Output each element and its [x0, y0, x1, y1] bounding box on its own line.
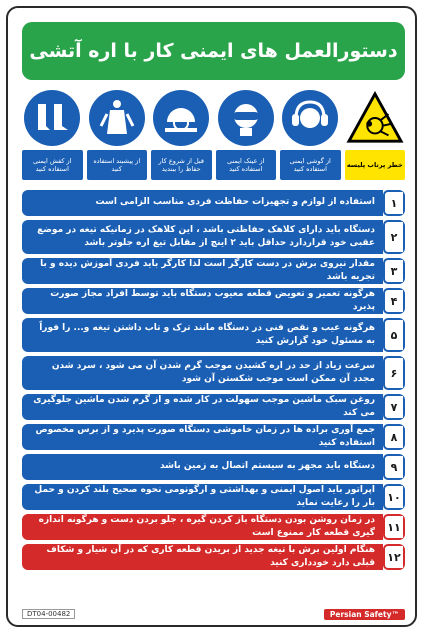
- rule-row: [22, 190, 405, 216]
- rule-text: جمع آوری براده ها در زمان خاموشی دستگاه صورت پذیرد و از برس مخصوص استفاده کنید: [22, 424, 383, 450]
- ppe-icon-strip: [22, 88, 405, 182]
- safety-goggles-icon: [218, 90, 274, 146]
- rule-row: [22, 544, 405, 570]
- rule-number: ۱۲: [383, 544, 405, 570]
- rule-number: ۴: [383, 288, 405, 314]
- rule-row: [22, 258, 405, 284]
- rule-text: هنگام اولین برش با تیغه جدید از بریدن قطعه کاری که در آن شیار و شکاف قبلی دارد خودداری کنید: [22, 544, 383, 570]
- safety-boots-icon: [24, 90, 80, 146]
- rule-text: هرگونه عیب و نقص فنی در دستگاه مانند ترک و تاب داشتن تیغه و... را فوراً به مسئول خود گزارش کنید: [22, 318, 383, 352]
- rule-number: ۸: [383, 424, 405, 450]
- rule-text: در زمان روشن بودن دستگاه باز کردن گیره ، جلو بردن دست و هرگونه اندازه گیری قطعه کار ممنوع است: [22, 514, 383, 540]
- product-code: DT04-00482: [22, 609, 75, 619]
- icon-cell-apron: [87, 88, 148, 182]
- rule-number: ۷: [383, 394, 405, 420]
- rule-text: اپراتور باید اصول ایمنی و بهداشتی و ارگونومی نحوه صحیح بلند کردن و حمل بار را رعایت نماید: [22, 484, 383, 510]
- rule-row: [22, 318, 405, 352]
- rule-row: [22, 484, 405, 510]
- blade-guard-icon: [153, 90, 209, 146]
- rule-number: ۳: [383, 258, 405, 284]
- rule-number: ۱۱: [383, 514, 405, 540]
- safety-sign: [6, 6, 417, 627]
- rules-list: [22, 190, 405, 574]
- rule-row: [22, 394, 405, 420]
- rule-row: [22, 514, 405, 540]
- rule-row: [22, 454, 405, 480]
- rule-row: [22, 424, 405, 450]
- rule-text: مقدار نیروی برش در دست کارگر است لذا کارگر باید فردی آموزش دیده و با تجربه باشد: [22, 258, 383, 284]
- icon-cell-boots: [22, 88, 83, 182]
- icon-label-boots: از کفش ایمنی استفاده کنید: [22, 150, 83, 180]
- apron-icon: [89, 90, 145, 146]
- icon-label-goggles: از عینک ایمنی استفاده کنید: [216, 150, 277, 180]
- icon-cell-warning: [345, 88, 406, 182]
- rule-number: ۵: [383, 318, 405, 352]
- sign-title: دستورالعمل های ایمنی کار با اره آتشی: [22, 22, 405, 80]
- rule-row: [22, 356, 405, 390]
- icon-label-ear: از گوشی ایمنی استفاده کنید: [280, 150, 341, 180]
- rule-text: روغن سبک ماشین موجب سهولت در کار شده و از گرم شدن ماشین جلوگیری می کند: [22, 394, 383, 420]
- icon-label-guard: قبل از شروع کار حفاظ را ببندید: [151, 150, 212, 180]
- rule-text: دستگاه باید دارای کلاهک حفاظتی باشد ، این کلاهک در زمانیکه تیغه در موضع عقبی خود قراردارد حداقل باید ۲ اینچ از مقابل تیغ اره جلوتر باشد: [22, 220, 383, 254]
- rule-number: ۹: [383, 454, 405, 480]
- icon-label-warning: خطر پرتاب پلیسه: [345, 150, 406, 180]
- icon-cell-guard: [151, 88, 212, 182]
- icon-cell-goggles: [216, 88, 277, 182]
- rule-text: استفاده از لوازم و تجهیزات حفاظت فردی مناسب الزامی است: [22, 190, 383, 216]
- ear-protection-icon: [282, 90, 338, 146]
- rule-number: ۱۰: [383, 484, 405, 510]
- rule-row: [22, 288, 405, 314]
- icon-cell-ear: [280, 88, 341, 182]
- rule-row: [22, 220, 405, 254]
- sign-footer: [22, 607, 405, 621]
- brand-label: Persian Safety™: [324, 609, 405, 620]
- rule-number: ۲: [383, 220, 405, 254]
- rule-number: ۶: [383, 356, 405, 390]
- rule-text: دستگاه باید مجهز به سیستم اتصال به زمین باشد: [22, 454, 383, 480]
- icon-label-apron: از پیشبند استفاده کنید: [87, 150, 148, 180]
- rule-number: ۱: [383, 190, 405, 216]
- rule-text: سرعت زیاد از حد در اره کشیدن موجب گرم شدن آن می شود ، سرد شدن مجدد آن ممکن است موجب شکستن آن شود: [22, 356, 383, 390]
- warning-flying-particles-icon: [346, 90, 404, 146]
- rule-text: هرگونه تعمیر و تعویض قطعه معیوب دستگاه باید توسط افراد مجاز صورت پذیرد: [22, 288, 383, 314]
